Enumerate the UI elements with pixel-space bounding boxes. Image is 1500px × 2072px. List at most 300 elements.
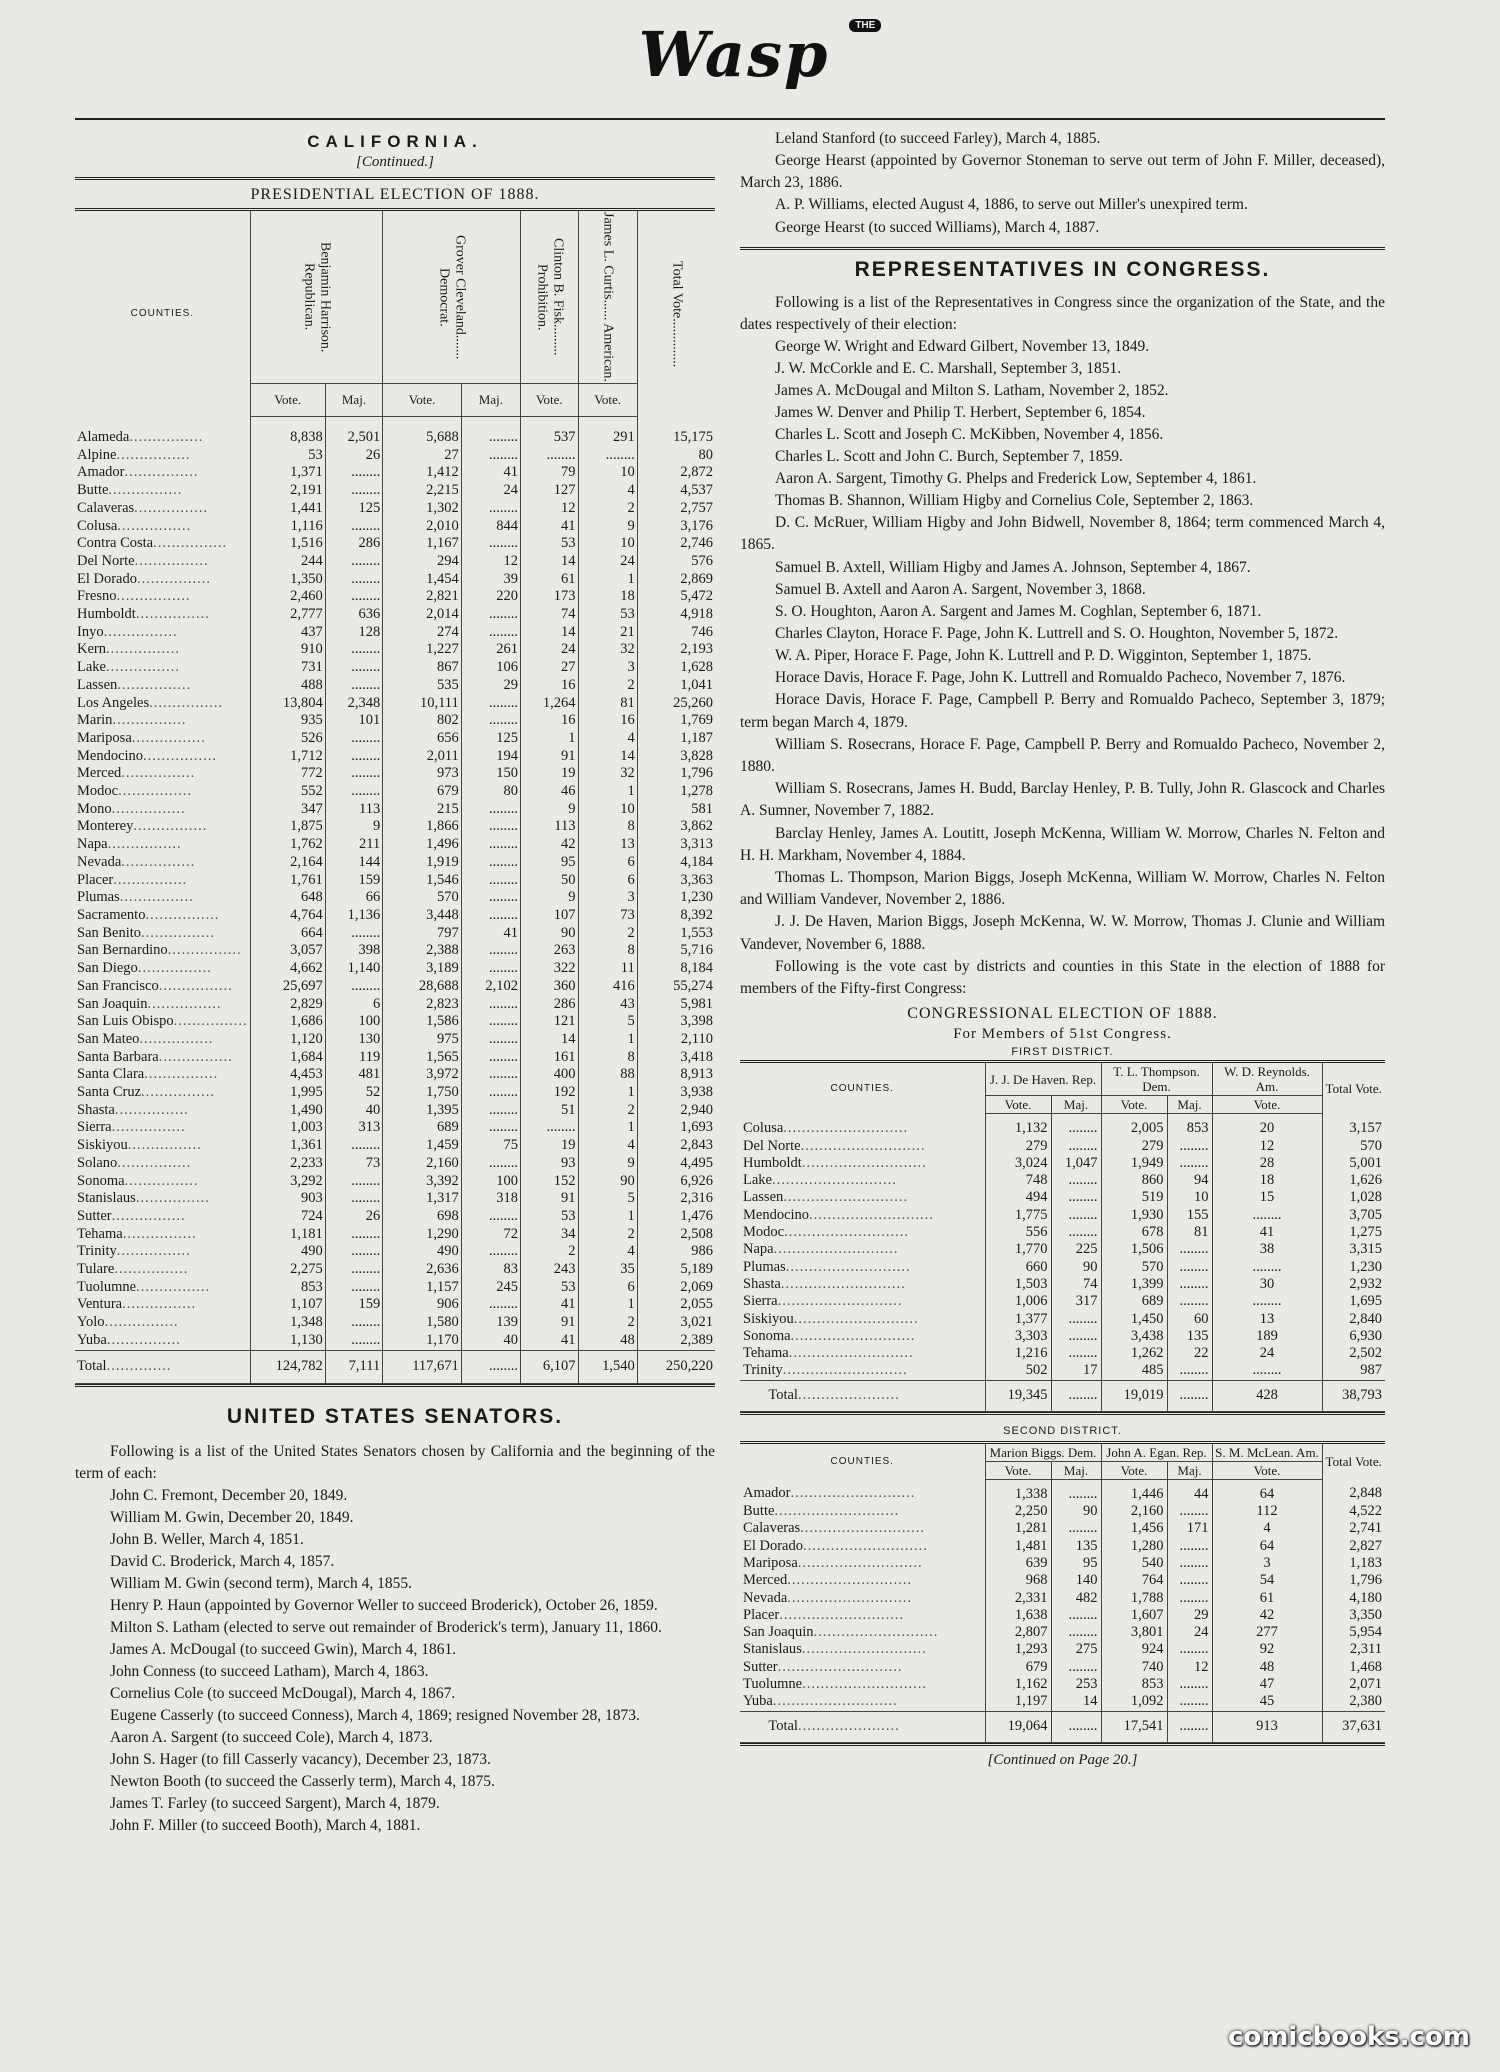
d2-header-maj: Maj. bbox=[1167, 1461, 1212, 1479]
county-cell: Napa................ bbox=[77, 836, 182, 853]
vote-cell: 13 bbox=[1212, 1311, 1322, 1328]
vote-cell: 1,187 bbox=[637, 730, 715, 748]
vote-cell: 6,926 bbox=[637, 1173, 715, 1191]
vote-cell: 1,490 bbox=[250, 1102, 325, 1120]
vote-cell: 318 bbox=[461, 1190, 520, 1208]
vote-cell: 100 bbox=[325, 1013, 382, 1031]
header-harrison-text: Benjamin Harrison. Republican. bbox=[301, 241, 333, 353]
vote-cell: 1,317 bbox=[383, 1190, 462, 1208]
county-name: Del Norte bbox=[743, 1137, 801, 1154]
vote-cell: 113 bbox=[521, 818, 578, 836]
vote-cell: 279 bbox=[1101, 1138, 1167, 1155]
county-name: San Luis Obispo bbox=[77, 1013, 174, 1030]
vote-cell: 3,313 bbox=[637, 836, 715, 854]
table-row bbox=[740, 1503, 1385, 1520]
vote-cell: 1,481 bbox=[985, 1538, 1051, 1555]
vote-cell: 121 bbox=[521, 1013, 578, 1031]
table-row bbox=[75, 1261, 715, 1279]
table-row bbox=[740, 1189, 1385, 1206]
vote-cell: 3,176 bbox=[637, 518, 715, 536]
vote-cell: 6,930 bbox=[1322, 1328, 1385, 1345]
vote-cell: 8 bbox=[578, 942, 637, 960]
vote-cell: ........ bbox=[1167, 1538, 1212, 1555]
vote-cell: 1,140 bbox=[325, 960, 382, 978]
vote-cell: 2,636 bbox=[383, 1261, 462, 1279]
county-name: Tehama bbox=[77, 1225, 123, 1242]
vote-cell: ........ bbox=[461, 996, 520, 1014]
vote-cell: 540 bbox=[1101, 1555, 1167, 1572]
county-cell: Plumas................ bbox=[77, 889, 194, 906]
vote-cell: 113 bbox=[325, 801, 382, 819]
vote-cell: 15,175 bbox=[637, 417, 715, 447]
county-cell: San Diego................ bbox=[77, 960, 212, 977]
vote-cell: 570 bbox=[1101, 1259, 1167, 1276]
senator-entry: George Hearst (appointed by Governor Stoneman to serve out term of John F. Miller, deceased), March 23, 1886. bbox=[740, 152, 1385, 192]
vote-cell: 46 bbox=[521, 783, 578, 801]
vote-cell: 1,496 bbox=[383, 836, 462, 854]
d1-header-total: Total Vote. bbox=[1322, 1063, 1385, 1114]
county-name: Kern bbox=[77, 641, 106, 658]
county-cell: San Benito................ bbox=[77, 924, 216, 941]
county-cell: Mendocino........................... bbox=[743, 1206, 934, 1223]
vote-cell: 1,695 bbox=[1322, 1293, 1385, 1310]
vote-cell: ........ bbox=[461, 535, 520, 553]
county-cell: Ventura................ bbox=[77, 1296, 197, 1313]
d1-header-counties: COUNTIES. bbox=[830, 1083, 894, 1095]
county-name: Merced bbox=[743, 1572, 788, 1589]
vote-cell: ........ bbox=[461, 872, 520, 890]
vote-cell: 3 bbox=[578, 889, 637, 907]
vote-cell: 294 bbox=[383, 553, 462, 571]
county-cell: Nevada........................... bbox=[743, 1589, 913, 1606]
county-name: San Mateo bbox=[77, 1030, 140, 1047]
vote-cell: 211 bbox=[325, 836, 382, 854]
representative-entry: Barclay Henley, James A. Loutitt, Joseph McKenna, William W. Morrow, Charles N. Felton and H. H. Markham, November 4, 1884. bbox=[740, 824, 1385, 864]
vote-cell: 2,823 bbox=[383, 996, 462, 1014]
county-name: Placer bbox=[743, 1606, 780, 1623]
vote-cell: 1,459 bbox=[383, 1137, 462, 1155]
table-row bbox=[75, 1031, 715, 1049]
vote-cell: 1,157 bbox=[383, 1279, 462, 1297]
vote-cell: 1,875 bbox=[250, 818, 325, 836]
vote-cell: 4,184 bbox=[637, 854, 715, 872]
table-row bbox=[75, 417, 715, 447]
vote-cell: 24 bbox=[578, 553, 637, 571]
header-fisk bbox=[521, 211, 578, 384]
vote-cell: 2,821 bbox=[383, 588, 462, 606]
vote-cell: ........ bbox=[461, 1066, 520, 1084]
table-row bbox=[75, 996, 715, 1014]
vote-cell: 155 bbox=[1167, 1207, 1212, 1224]
vote-cell: 81 bbox=[578, 695, 637, 713]
county-cell: Del Norte................ bbox=[77, 552, 209, 569]
county-cell: Amador........................... bbox=[743, 1485, 916, 1502]
vote-cell: ........ bbox=[461, 1208, 520, 1226]
vote-cell: 93 bbox=[521, 1155, 578, 1173]
header-vote: Vote. bbox=[250, 384, 325, 417]
vote-cell: 4,522 bbox=[1322, 1503, 1385, 1520]
county-cell: Mariposa................ bbox=[77, 729, 206, 746]
vote-cell: 4,764 bbox=[250, 907, 325, 925]
table-row bbox=[740, 1224, 1385, 1241]
vote-cell: ........ bbox=[325, 588, 382, 606]
county-name: El Dorado bbox=[743, 1537, 803, 1554]
vote-cell: 194 bbox=[461, 748, 520, 766]
senator-entry: Cornelius Cole (to succeed McDougal), March 4, 1867. bbox=[110, 1684, 456, 1702]
vote-cell: 2,316 bbox=[637, 1190, 715, 1208]
vote-cell: 1,712 bbox=[250, 748, 325, 766]
vote-cell: 660 bbox=[985, 1259, 1051, 1276]
county-cell: Plumas........................... bbox=[743, 1258, 911, 1275]
vote-cell: 502 bbox=[985, 1362, 1051, 1380]
vote-cell: 94 bbox=[1167, 1172, 1212, 1189]
vote-cell: 2,331 bbox=[985, 1590, 1051, 1607]
vote-cell: ........ bbox=[1212, 1293, 1322, 1310]
vote-cell: 1,412 bbox=[383, 464, 462, 482]
county-name: Napa bbox=[77, 836, 108, 853]
vote-cell: 135 bbox=[1167, 1328, 1212, 1345]
table-row bbox=[740, 1693, 1385, 1711]
vote-cell: 39 bbox=[461, 571, 520, 589]
county-name: Amador bbox=[77, 464, 125, 481]
d2-total-cell: ........ bbox=[1167, 1711, 1212, 1742]
vote-cell: ........ bbox=[1167, 1362, 1212, 1380]
vote-cell: 724 bbox=[250, 1208, 325, 1226]
vote-cell: 24 bbox=[1167, 1624, 1212, 1641]
vote-cell: 8,913 bbox=[637, 1066, 715, 1084]
vote-cell: 2 bbox=[578, 677, 637, 695]
vote-cell: 1,565 bbox=[383, 1049, 462, 1067]
vote-cell: 159 bbox=[325, 872, 382, 890]
senator-entry: Aaron A. Sargent (to succeed Cole), March 4, 1873. bbox=[110, 1728, 433, 1746]
vote-cell: ........ bbox=[1167, 1555, 1212, 1572]
senators-continued-list bbox=[740, 128, 1385, 239]
d2-total-cell: 17,541 bbox=[1101, 1711, 1167, 1742]
d1-header-candidate-1: J. J. De Haven. Rep. bbox=[985, 1063, 1101, 1096]
table-row bbox=[75, 1314, 715, 1332]
county-cell: Placer........................... bbox=[743, 1606, 905, 1623]
vote-cell: 1,136 bbox=[325, 907, 382, 925]
vote-cell: 263 bbox=[521, 942, 578, 960]
table-row bbox=[75, 624, 715, 642]
county-cell: Calaveras................ bbox=[77, 499, 209, 516]
vote-cell: 656 bbox=[383, 730, 462, 748]
vote-cell: 1,183 bbox=[1322, 1555, 1385, 1572]
vote-cell: 12 bbox=[1167, 1659, 1212, 1676]
vote-cell: 1,626 bbox=[1322, 1172, 1385, 1189]
county-name: Calaveras bbox=[743, 1520, 801, 1537]
total-cell: 117,671 bbox=[383, 1350, 462, 1383]
vote-cell: 4,537 bbox=[637, 482, 715, 500]
vote-cell: 26 bbox=[325, 447, 382, 465]
county-cell: Merced........................... bbox=[743, 1572, 913, 1589]
vote-cell: 2,502 bbox=[1322, 1345, 1385, 1362]
county-name: Siskiyou bbox=[743, 1310, 794, 1327]
senator-entry: William M. Gwin (second term), March 4, 1855. bbox=[110, 1574, 412, 1592]
county-name: Lake bbox=[77, 659, 106, 676]
d1-header-vote: Vote. bbox=[1212, 1096, 1322, 1114]
vote-cell: ........ bbox=[1051, 1607, 1101, 1624]
vote-cell: 639 bbox=[985, 1555, 1051, 1572]
county-cell: Lassen................ bbox=[77, 676, 192, 693]
county-cell: Inyo................ bbox=[77, 623, 178, 640]
vote-cell: 1,350 bbox=[250, 571, 325, 589]
vote-cell: 1,949 bbox=[1101, 1155, 1167, 1172]
county-cell: Marin................ bbox=[77, 712, 187, 729]
county-cell: Shasta................ bbox=[77, 1101, 189, 1118]
vote-cell: ........ bbox=[461, 854, 520, 872]
senator-entry: John B. Weller, March 4, 1851. bbox=[110, 1530, 304, 1548]
vote-cell: 5,688 bbox=[383, 417, 462, 447]
senator-entry: James T. Farley (to succeed Sargent), March 4, 1879. bbox=[110, 1794, 440, 1812]
county-name: San Diego bbox=[77, 960, 138, 977]
vote-cell: ........ bbox=[1051, 1172, 1101, 1189]
vote-cell: 2,164 bbox=[250, 854, 325, 872]
top-rule bbox=[75, 118, 1385, 120]
vote-cell: 32 bbox=[578, 765, 637, 783]
vote-cell: 3,398 bbox=[637, 1013, 715, 1031]
vote-cell: 88 bbox=[578, 1066, 637, 1084]
vote-cell: 6 bbox=[325, 996, 382, 1014]
vote-cell: 53 bbox=[578, 606, 637, 624]
table-row bbox=[740, 1479, 1385, 1503]
vote-cell: 494 bbox=[985, 1189, 1051, 1206]
vote-cell: 27 bbox=[521, 659, 578, 677]
vote-cell: 2,932 bbox=[1322, 1276, 1385, 1293]
county-cell: Amador................ bbox=[77, 464, 199, 481]
senator-entry: Milton S. Latham (elected to serve out remainder of Broderick's term), January 11, 1860. bbox=[110, 1618, 662, 1636]
vote-cell: ........ bbox=[1167, 1276, 1212, 1293]
d1-total-cell: 428 bbox=[1212, 1380, 1322, 1411]
vote-cell: ........ bbox=[1051, 1138, 1101, 1155]
d2-header-vote: Vote. bbox=[985, 1461, 1051, 1479]
masthead-the: THE bbox=[849, 19, 881, 32]
vote-cell: 50 bbox=[521, 872, 578, 890]
table-row bbox=[740, 1659, 1385, 1676]
vote-cell: 9 bbox=[578, 518, 637, 536]
vote-cell: 570 bbox=[1322, 1138, 1385, 1155]
vote-cell: 1,280 bbox=[1101, 1538, 1167, 1555]
vote-cell: 41 bbox=[1212, 1224, 1322, 1241]
vote-cell: 2,827 bbox=[1322, 1538, 1385, 1555]
vote-cell: 286 bbox=[521, 996, 578, 1014]
vote-cell: 144 bbox=[325, 854, 382, 872]
vote-cell: 244 bbox=[250, 553, 325, 571]
table-row bbox=[740, 1590, 1385, 1607]
vote-cell: 3,828 bbox=[637, 748, 715, 766]
vote-cell: 3,363 bbox=[637, 872, 715, 890]
vote-cell: 10 bbox=[578, 535, 637, 553]
vote-cell: ........ bbox=[1167, 1590, 1212, 1607]
county-name: Tuolumne bbox=[77, 1278, 137, 1295]
vote-cell: 1,628 bbox=[637, 659, 715, 677]
first-district-frame bbox=[740, 1060, 1385, 1414]
vote-cell: ........ bbox=[461, 1155, 520, 1173]
vote-cell: 79 bbox=[521, 464, 578, 482]
table-row bbox=[740, 1641, 1385, 1658]
vote-cell: 679 bbox=[383, 783, 462, 801]
vote-cell: 2,160 bbox=[1101, 1503, 1167, 1520]
vote-cell: 8,184 bbox=[637, 960, 715, 978]
county-cell: Solano................ bbox=[77, 1154, 192, 1171]
vote-cell: 1,006 bbox=[985, 1293, 1051, 1310]
vote-cell: ........ bbox=[461, 500, 520, 518]
vote-cell: 4 bbox=[578, 1137, 637, 1155]
vote-cell: 4,180 bbox=[1322, 1590, 1385, 1607]
representative-entry: William S. Rosecrans, James H. Budd, Barclay Henley, P. B. Tully, John R. Glascock and Charles A. Sumner, November 7, 1882. bbox=[740, 780, 1385, 820]
vote-cell: ........ bbox=[325, 677, 382, 695]
vote-cell: 100 bbox=[461, 1173, 520, 1191]
vote-cell: 5,716 bbox=[637, 942, 715, 960]
county-name: Colusa bbox=[743, 1120, 784, 1137]
vote-cell: 313 bbox=[325, 1119, 382, 1137]
county-cell: Siskiyou................ bbox=[77, 1137, 202, 1154]
vote-cell: 8,392 bbox=[637, 907, 715, 925]
vote-cell: 3,315 bbox=[1322, 1241, 1385, 1258]
d1-header-vote: Vote. bbox=[985, 1096, 1051, 1114]
vote-cell: 55,274 bbox=[637, 978, 715, 996]
vote-cell: ........ bbox=[1051, 1624, 1101, 1641]
vote-cell: 64 bbox=[1212, 1538, 1322, 1555]
county-name: Sierra bbox=[743, 1293, 778, 1310]
vote-cell: 3,024 bbox=[985, 1155, 1051, 1172]
vote-cell: 22 bbox=[1167, 1345, 1212, 1362]
county-name: Modoc bbox=[743, 1224, 785, 1241]
vote-cell: ........ bbox=[461, 907, 520, 925]
vote-cell: 1 bbox=[578, 1296, 637, 1314]
vote-cell: ........ bbox=[1167, 1503, 1212, 1520]
vote-cell: 5 bbox=[578, 1190, 637, 1208]
vote-cell: ........ bbox=[1167, 1641, 1212, 1658]
vote-cell: 664 bbox=[250, 925, 325, 943]
vote-cell: ........ bbox=[461, 889, 520, 907]
table-row bbox=[75, 553, 715, 571]
vote-cell: 41 bbox=[521, 1332, 578, 1350]
vote-cell: 73 bbox=[578, 907, 637, 925]
vote-cell: 29 bbox=[461, 677, 520, 695]
vote-cell: 38 bbox=[1212, 1241, 1322, 1258]
vote-cell: 48 bbox=[578, 1332, 637, 1350]
vote-cell: ........ bbox=[1051, 1189, 1101, 1206]
vote-cell: ........ bbox=[521, 1119, 578, 1137]
table-row bbox=[75, 712, 715, 730]
vote-cell: 1,302 bbox=[383, 500, 462, 518]
county-name: Mendocino bbox=[77, 747, 144, 764]
senator-entry: George Hearst (to succed Williams), March 4, 1887. bbox=[775, 218, 1100, 236]
vote-cell: 48 bbox=[1212, 1659, 1322, 1676]
d2-total-label-text: Total bbox=[768, 1717, 798, 1734]
county-name: Mendocino bbox=[743, 1206, 810, 1223]
vote-cell: 1,454 bbox=[383, 571, 462, 589]
vote-cell: 1,197 bbox=[985, 1693, 1051, 1711]
vote-cell: 975 bbox=[383, 1031, 462, 1049]
vote-cell: ........ bbox=[461, 1049, 520, 1067]
county-name: San Benito bbox=[77, 924, 142, 941]
d1-total-label: Total...................... bbox=[740, 1380, 985, 1411]
county-name: Contra Costa bbox=[77, 535, 154, 552]
vote-cell: 10 bbox=[1167, 1189, 1212, 1206]
vote-cell: 21 bbox=[578, 624, 637, 642]
vote-cell: 95 bbox=[521, 854, 578, 872]
vote-cell: 3,438 bbox=[1101, 1328, 1167, 1345]
county-name: Merced bbox=[77, 765, 122, 782]
vote-cell: 60 bbox=[1167, 1311, 1212, 1328]
county-cell: Mono................ bbox=[77, 800, 186, 817]
county-cell: Colusa................ bbox=[77, 517, 192, 534]
vote-cell: 437 bbox=[250, 624, 325, 642]
vote-cell: 10 bbox=[578, 801, 637, 819]
county-cell: Butte................ bbox=[77, 482, 183, 499]
vote-cell: 1,338 bbox=[985, 1479, 1051, 1503]
vote-cell: 125 bbox=[325, 500, 382, 518]
county-cell: Lake................ bbox=[77, 659, 180, 676]
county-cell: Fresno................ bbox=[77, 588, 191, 605]
vote-cell: 2 bbox=[578, 1314, 637, 1332]
representative-entry: Following is the vote cast by districts and counties in this State in the election of 1888 for members of the Fifty-first Congress: bbox=[740, 957, 1385, 998]
vote-cell: 1,167 bbox=[383, 535, 462, 553]
double-rule bbox=[740, 247, 1385, 250]
county-cell: Alameda................ bbox=[77, 428, 204, 445]
d2-total-cell: 37,631 bbox=[1322, 1711, 1385, 1742]
vote-cell: 291 bbox=[578, 417, 637, 447]
senator-entry: Leland Stanford (to succeed Farley), March 4, 1885. bbox=[775, 130, 1101, 147]
vote-cell: 95 bbox=[1051, 1555, 1101, 1572]
vote-cell: 1,132 bbox=[985, 1114, 1051, 1138]
vote-cell: 740 bbox=[1101, 1659, 1167, 1676]
d2-header-vote: Vote. bbox=[1212, 1461, 1322, 1479]
total-cell: 7,111 bbox=[325, 1350, 382, 1383]
table-row bbox=[740, 1607, 1385, 1624]
county-name: Sutter bbox=[743, 1658, 778, 1675]
vote-cell: 1 bbox=[578, 1084, 637, 1102]
vote-cell: ........ bbox=[325, 641, 382, 659]
vote-cell: ........ bbox=[1051, 1659, 1101, 1676]
vote-cell: 3,189 bbox=[383, 960, 462, 978]
table-row bbox=[75, 1066, 715, 1084]
vote-cell: ........ bbox=[461, 606, 520, 624]
representative-entry: Charles Clayton, Horace F. Page, John K. Luttrell and S. O. Houghton, November 5, 1872. bbox=[775, 624, 1339, 642]
vote-cell: 2,250 bbox=[985, 1503, 1051, 1520]
vote-cell: 10,111 bbox=[383, 695, 462, 713]
county-name: Yolo bbox=[77, 1314, 105, 1331]
county-cell: San Joaquin................ bbox=[77, 995, 222, 1012]
table-row bbox=[740, 1259, 1385, 1276]
vote-cell: 91 bbox=[521, 1314, 578, 1332]
d2-header-candidate-1: Marion Biggs. Dem. bbox=[985, 1444, 1101, 1462]
senator-entry: John C. Fremont, December 20, 1849. bbox=[110, 1486, 348, 1504]
vote-cell: 125 bbox=[461, 730, 520, 748]
vote-cell: 678 bbox=[1101, 1224, 1167, 1241]
d2-header-total: Total Vote. bbox=[1322, 1444, 1385, 1480]
county-name: Placer bbox=[77, 871, 114, 888]
county-cell: Sierra........................... bbox=[743, 1293, 903, 1310]
vote-cell: 2,011 bbox=[383, 748, 462, 766]
vote-cell: ........ bbox=[325, 1314, 382, 1332]
vote-cell: 16 bbox=[521, 712, 578, 730]
vote-cell: 75 bbox=[461, 1137, 520, 1155]
header-total bbox=[637, 211, 715, 417]
vote-cell: 3,157 bbox=[1322, 1114, 1385, 1138]
vote-cell: ........ bbox=[325, 571, 382, 589]
vote-cell: 906 bbox=[383, 1296, 462, 1314]
vote-cell: 12 bbox=[521, 500, 578, 518]
county-name: Sonoma bbox=[77, 1172, 125, 1189]
table-row bbox=[740, 1155, 1385, 1172]
header-harrison bbox=[250, 211, 383, 384]
vote-cell: 400 bbox=[521, 1066, 578, 1084]
vote-cell: ........ bbox=[325, 925, 382, 943]
vote-cell: 570 bbox=[383, 889, 462, 907]
